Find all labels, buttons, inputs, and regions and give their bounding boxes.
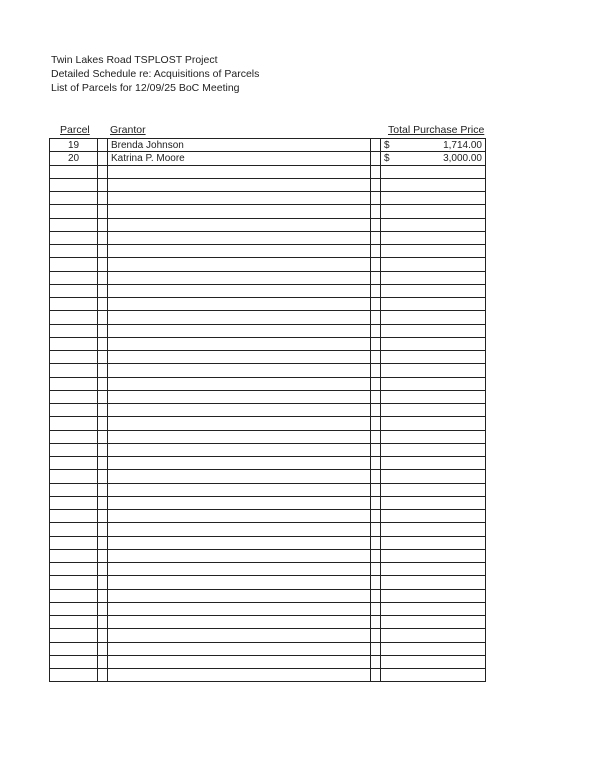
empty-cell xyxy=(371,404,381,417)
empty-row xyxy=(50,165,486,178)
empty-cell xyxy=(50,510,98,523)
empty-cell xyxy=(371,337,381,350)
empty-cell xyxy=(381,430,486,443)
empty-cell xyxy=(381,390,486,403)
empty-row xyxy=(50,496,486,509)
empty-cell xyxy=(50,377,98,390)
empty-cell xyxy=(381,337,486,350)
empty-cell xyxy=(381,417,486,430)
empty-cell xyxy=(50,165,98,178)
empty-cell xyxy=(98,377,108,390)
empty-cell xyxy=(98,523,108,536)
empty-cell xyxy=(108,417,371,430)
empty-row xyxy=(50,430,486,443)
empty-row xyxy=(50,510,486,523)
empty-row xyxy=(50,218,486,231)
empty-cell xyxy=(108,390,371,403)
empty-cell xyxy=(98,443,108,456)
empty-cell xyxy=(381,616,486,629)
empty-cell xyxy=(108,470,371,483)
empty-cell xyxy=(108,258,371,271)
empty-cell xyxy=(371,298,381,311)
empty-row xyxy=(50,364,486,377)
empty-cell xyxy=(371,483,381,496)
empty-cell xyxy=(50,430,98,443)
empty-cell xyxy=(50,669,98,682)
empty-cell xyxy=(50,192,98,205)
empty-cell xyxy=(108,324,371,337)
empty-cell xyxy=(98,351,108,364)
parcel-table xyxy=(49,138,486,682)
empty-cell xyxy=(50,364,98,377)
empty-row xyxy=(50,655,486,668)
empty-cell xyxy=(98,457,108,470)
empty-cell xyxy=(50,284,98,297)
empty-cell xyxy=(371,642,381,655)
empty-cell xyxy=(381,576,486,589)
empty-cell xyxy=(371,324,381,337)
grantor-cell: Brenda Johnson xyxy=(108,139,371,152)
empty-cell xyxy=(108,669,371,682)
empty-cell xyxy=(98,589,108,602)
empty-row xyxy=(50,629,486,642)
empty-cell xyxy=(98,629,108,642)
empty-cell xyxy=(50,245,98,258)
empty-cell xyxy=(98,655,108,668)
empty-cell xyxy=(108,205,371,218)
empty-cell xyxy=(381,510,486,523)
empty-cell xyxy=(98,642,108,655)
empty-cell xyxy=(371,549,381,562)
schedule-title: Detailed Schedule re: Acquisitions of Parcels xyxy=(51,68,260,80)
empty-cell xyxy=(50,324,98,337)
empty-row xyxy=(50,483,486,496)
empty-cell xyxy=(50,496,98,509)
empty-cell xyxy=(50,218,98,231)
empty-row xyxy=(50,178,486,191)
empty-cell xyxy=(371,258,381,271)
empty-row xyxy=(50,192,486,205)
amount: 3,000.00 xyxy=(443,152,482,164)
empty-cell xyxy=(98,218,108,231)
empty-cell xyxy=(98,324,108,337)
empty-cell xyxy=(98,669,108,682)
empty-cell xyxy=(381,377,486,390)
empty-cell xyxy=(98,311,108,324)
empty-cell xyxy=(381,549,486,562)
empty-cell xyxy=(98,470,108,483)
empty-cell xyxy=(108,351,371,364)
empty-row xyxy=(50,576,486,589)
empty-cell xyxy=(381,245,486,258)
empty-cell xyxy=(381,589,486,602)
empty-cell xyxy=(381,271,486,284)
empty-cell xyxy=(50,563,98,576)
empty-cell xyxy=(108,218,371,231)
empty-cell xyxy=(98,536,108,549)
empty-cell xyxy=(371,417,381,430)
empty-cell xyxy=(98,602,108,615)
empty-cell xyxy=(381,351,486,364)
empty-cell xyxy=(371,576,381,589)
empty-cell xyxy=(371,390,381,403)
empty-cell xyxy=(371,178,381,191)
empty-cell xyxy=(108,192,371,205)
empty-row xyxy=(50,589,486,602)
grantor-cell: Katrina P. Moore xyxy=(108,152,371,165)
empty-cell xyxy=(98,390,108,403)
empty-cell xyxy=(98,576,108,589)
empty-cell xyxy=(98,616,108,629)
empty-cell xyxy=(98,364,108,377)
empty-row xyxy=(50,642,486,655)
empty-cell xyxy=(371,165,381,178)
empty-row xyxy=(50,337,486,350)
price-cell xyxy=(381,139,486,152)
empty-cell xyxy=(98,192,108,205)
empty-cell xyxy=(98,483,108,496)
empty-cell xyxy=(371,284,381,297)
empty-cell xyxy=(50,178,98,191)
empty-cell xyxy=(108,510,371,523)
empty-cell xyxy=(108,337,371,350)
table-row xyxy=(50,139,486,152)
empty-cell xyxy=(50,417,98,430)
empty-cell xyxy=(371,589,381,602)
empty-cell xyxy=(371,192,381,205)
empty-cell xyxy=(50,483,98,496)
empty-row xyxy=(50,390,486,403)
empty-cell xyxy=(371,616,381,629)
empty-cell xyxy=(371,629,381,642)
empty-cell xyxy=(108,589,371,602)
empty-cell xyxy=(381,165,486,178)
empty-cell xyxy=(108,616,371,629)
price-header: Total Purchase Price xyxy=(388,124,485,136)
empty-cell xyxy=(50,549,98,562)
empty-cell xyxy=(381,443,486,456)
empty-cell xyxy=(98,563,108,576)
empty-cell xyxy=(381,192,486,205)
empty-cell xyxy=(108,549,371,562)
empty-row xyxy=(50,470,486,483)
empty-cell xyxy=(50,311,98,324)
empty-cell xyxy=(98,231,108,244)
empty-cell xyxy=(381,563,486,576)
empty-cell xyxy=(371,496,381,509)
empty-cell xyxy=(381,284,486,297)
empty-cell xyxy=(50,351,98,364)
empty-cell xyxy=(108,576,371,589)
meeting-title: List of Parcels for 12/09/25 BoC Meeting xyxy=(51,82,240,94)
empty-cell xyxy=(50,629,98,642)
empty-cell xyxy=(108,602,371,615)
empty-cell xyxy=(108,443,371,456)
empty-cell xyxy=(50,390,98,403)
empty-cell xyxy=(108,165,371,178)
empty-cell xyxy=(371,457,381,470)
empty-cell xyxy=(108,629,371,642)
currency-symbol: $ xyxy=(384,139,390,151)
parcel-cell: 20 xyxy=(50,152,98,165)
empty-cell xyxy=(371,231,381,244)
empty-cell xyxy=(98,510,108,523)
empty-cell xyxy=(98,496,108,509)
empty-row xyxy=(50,669,486,682)
empty-cell xyxy=(98,271,108,284)
empty-cell xyxy=(50,271,98,284)
empty-cell xyxy=(381,364,486,377)
empty-cell xyxy=(371,523,381,536)
empty-cell xyxy=(50,642,98,655)
empty-cell xyxy=(108,483,371,496)
empty-cell xyxy=(371,510,381,523)
empty-row xyxy=(50,417,486,430)
empty-row xyxy=(50,245,486,258)
empty-row xyxy=(50,351,486,364)
table-row xyxy=(50,152,486,165)
empty-cell xyxy=(50,523,98,536)
empty-row xyxy=(50,231,486,244)
empty-cell xyxy=(50,470,98,483)
empty-cell xyxy=(50,616,98,629)
empty-cell xyxy=(371,218,381,231)
empty-cell xyxy=(50,457,98,470)
empty-cell xyxy=(381,523,486,536)
empty-cell xyxy=(381,404,486,417)
empty-cell xyxy=(108,496,371,509)
empty-cell xyxy=(98,165,108,178)
empty-cell xyxy=(50,258,98,271)
parcel-header: Parcel xyxy=(60,124,90,136)
empty-row xyxy=(50,377,486,390)
empty-cell xyxy=(50,536,98,549)
empty-cell xyxy=(108,642,371,655)
empty-row xyxy=(50,536,486,549)
empty-cell xyxy=(381,536,486,549)
empty-cell xyxy=(381,218,486,231)
empty-cell xyxy=(98,258,108,271)
empty-cell xyxy=(381,629,486,642)
price-cell xyxy=(381,152,486,165)
empty-cell xyxy=(381,231,486,244)
empty-cell xyxy=(381,298,486,311)
spacer-cell xyxy=(371,152,381,165)
empty-row xyxy=(50,523,486,536)
empty-cell xyxy=(50,589,98,602)
empty-row xyxy=(50,549,486,562)
empty-cell xyxy=(381,669,486,682)
empty-cell xyxy=(108,178,371,191)
empty-cell xyxy=(108,536,371,549)
empty-cell xyxy=(50,231,98,244)
empty-cell xyxy=(381,324,486,337)
empty-cell xyxy=(98,549,108,562)
empty-cell xyxy=(50,298,98,311)
spacer-cell xyxy=(371,139,381,152)
empty-row xyxy=(50,563,486,576)
amount: 1,714.00 xyxy=(443,139,482,151)
empty-cell xyxy=(98,337,108,350)
empty-cell xyxy=(381,205,486,218)
empty-row xyxy=(50,602,486,615)
empty-cell xyxy=(108,298,371,311)
empty-cell xyxy=(371,205,381,218)
empty-row xyxy=(50,271,486,284)
empty-cell xyxy=(98,404,108,417)
currency-symbol: $ xyxy=(384,152,390,164)
empty-cell xyxy=(381,178,486,191)
empty-cell xyxy=(108,231,371,244)
empty-cell xyxy=(371,351,381,364)
empty-cell xyxy=(381,258,486,271)
empty-cell xyxy=(108,364,371,377)
empty-cell xyxy=(371,245,381,258)
empty-cell xyxy=(381,470,486,483)
empty-cell xyxy=(98,430,108,443)
empty-cell xyxy=(50,443,98,456)
empty-cell xyxy=(50,337,98,350)
parcel-cell: 19 xyxy=(50,139,98,152)
empty-cell xyxy=(50,602,98,615)
empty-cell xyxy=(50,576,98,589)
empty-cell xyxy=(98,245,108,258)
empty-row xyxy=(50,443,486,456)
spacer-cell xyxy=(98,152,108,165)
empty-cell xyxy=(381,496,486,509)
empty-cell xyxy=(108,430,371,443)
empty-row xyxy=(50,404,486,417)
empty-cell xyxy=(98,205,108,218)
empty-row xyxy=(50,284,486,297)
empty-cell xyxy=(98,284,108,297)
empty-cell xyxy=(381,642,486,655)
empty-row xyxy=(50,324,486,337)
empty-cell xyxy=(98,298,108,311)
empty-cell xyxy=(371,470,381,483)
empty-row xyxy=(50,205,486,218)
empty-cell xyxy=(381,602,486,615)
empty-cell xyxy=(371,602,381,615)
empty-row xyxy=(50,457,486,470)
empty-cell xyxy=(381,483,486,496)
empty-row xyxy=(50,298,486,311)
empty-cell xyxy=(371,655,381,668)
empty-cell xyxy=(50,655,98,668)
empty-cell xyxy=(108,457,371,470)
empty-cell xyxy=(98,178,108,191)
empty-cell xyxy=(108,271,371,284)
empty-cell xyxy=(381,457,486,470)
empty-row xyxy=(50,616,486,629)
empty-cell xyxy=(50,205,98,218)
empty-row xyxy=(50,258,486,271)
empty-cell xyxy=(371,443,381,456)
empty-cell xyxy=(371,311,381,324)
grantor-header: Grantor xyxy=(110,124,146,136)
empty-cell xyxy=(108,284,371,297)
empty-cell xyxy=(371,536,381,549)
empty-cell xyxy=(371,669,381,682)
empty-cell xyxy=(108,655,371,668)
empty-cell xyxy=(381,311,486,324)
empty-cell xyxy=(108,245,371,258)
project-title: Twin Lakes Road TSPLOST Project xyxy=(51,54,218,66)
empty-cell xyxy=(108,404,371,417)
empty-cell xyxy=(371,430,381,443)
empty-cell xyxy=(108,523,371,536)
empty-cell xyxy=(371,271,381,284)
empty-cell xyxy=(108,311,371,324)
empty-cell xyxy=(50,404,98,417)
empty-cell xyxy=(371,563,381,576)
empty-cell xyxy=(108,377,371,390)
empty-cell xyxy=(108,563,371,576)
empty-cell xyxy=(371,377,381,390)
empty-cell xyxy=(381,655,486,668)
empty-row xyxy=(50,311,486,324)
empty-cell xyxy=(98,417,108,430)
spacer-cell xyxy=(98,139,108,152)
empty-cell xyxy=(371,364,381,377)
